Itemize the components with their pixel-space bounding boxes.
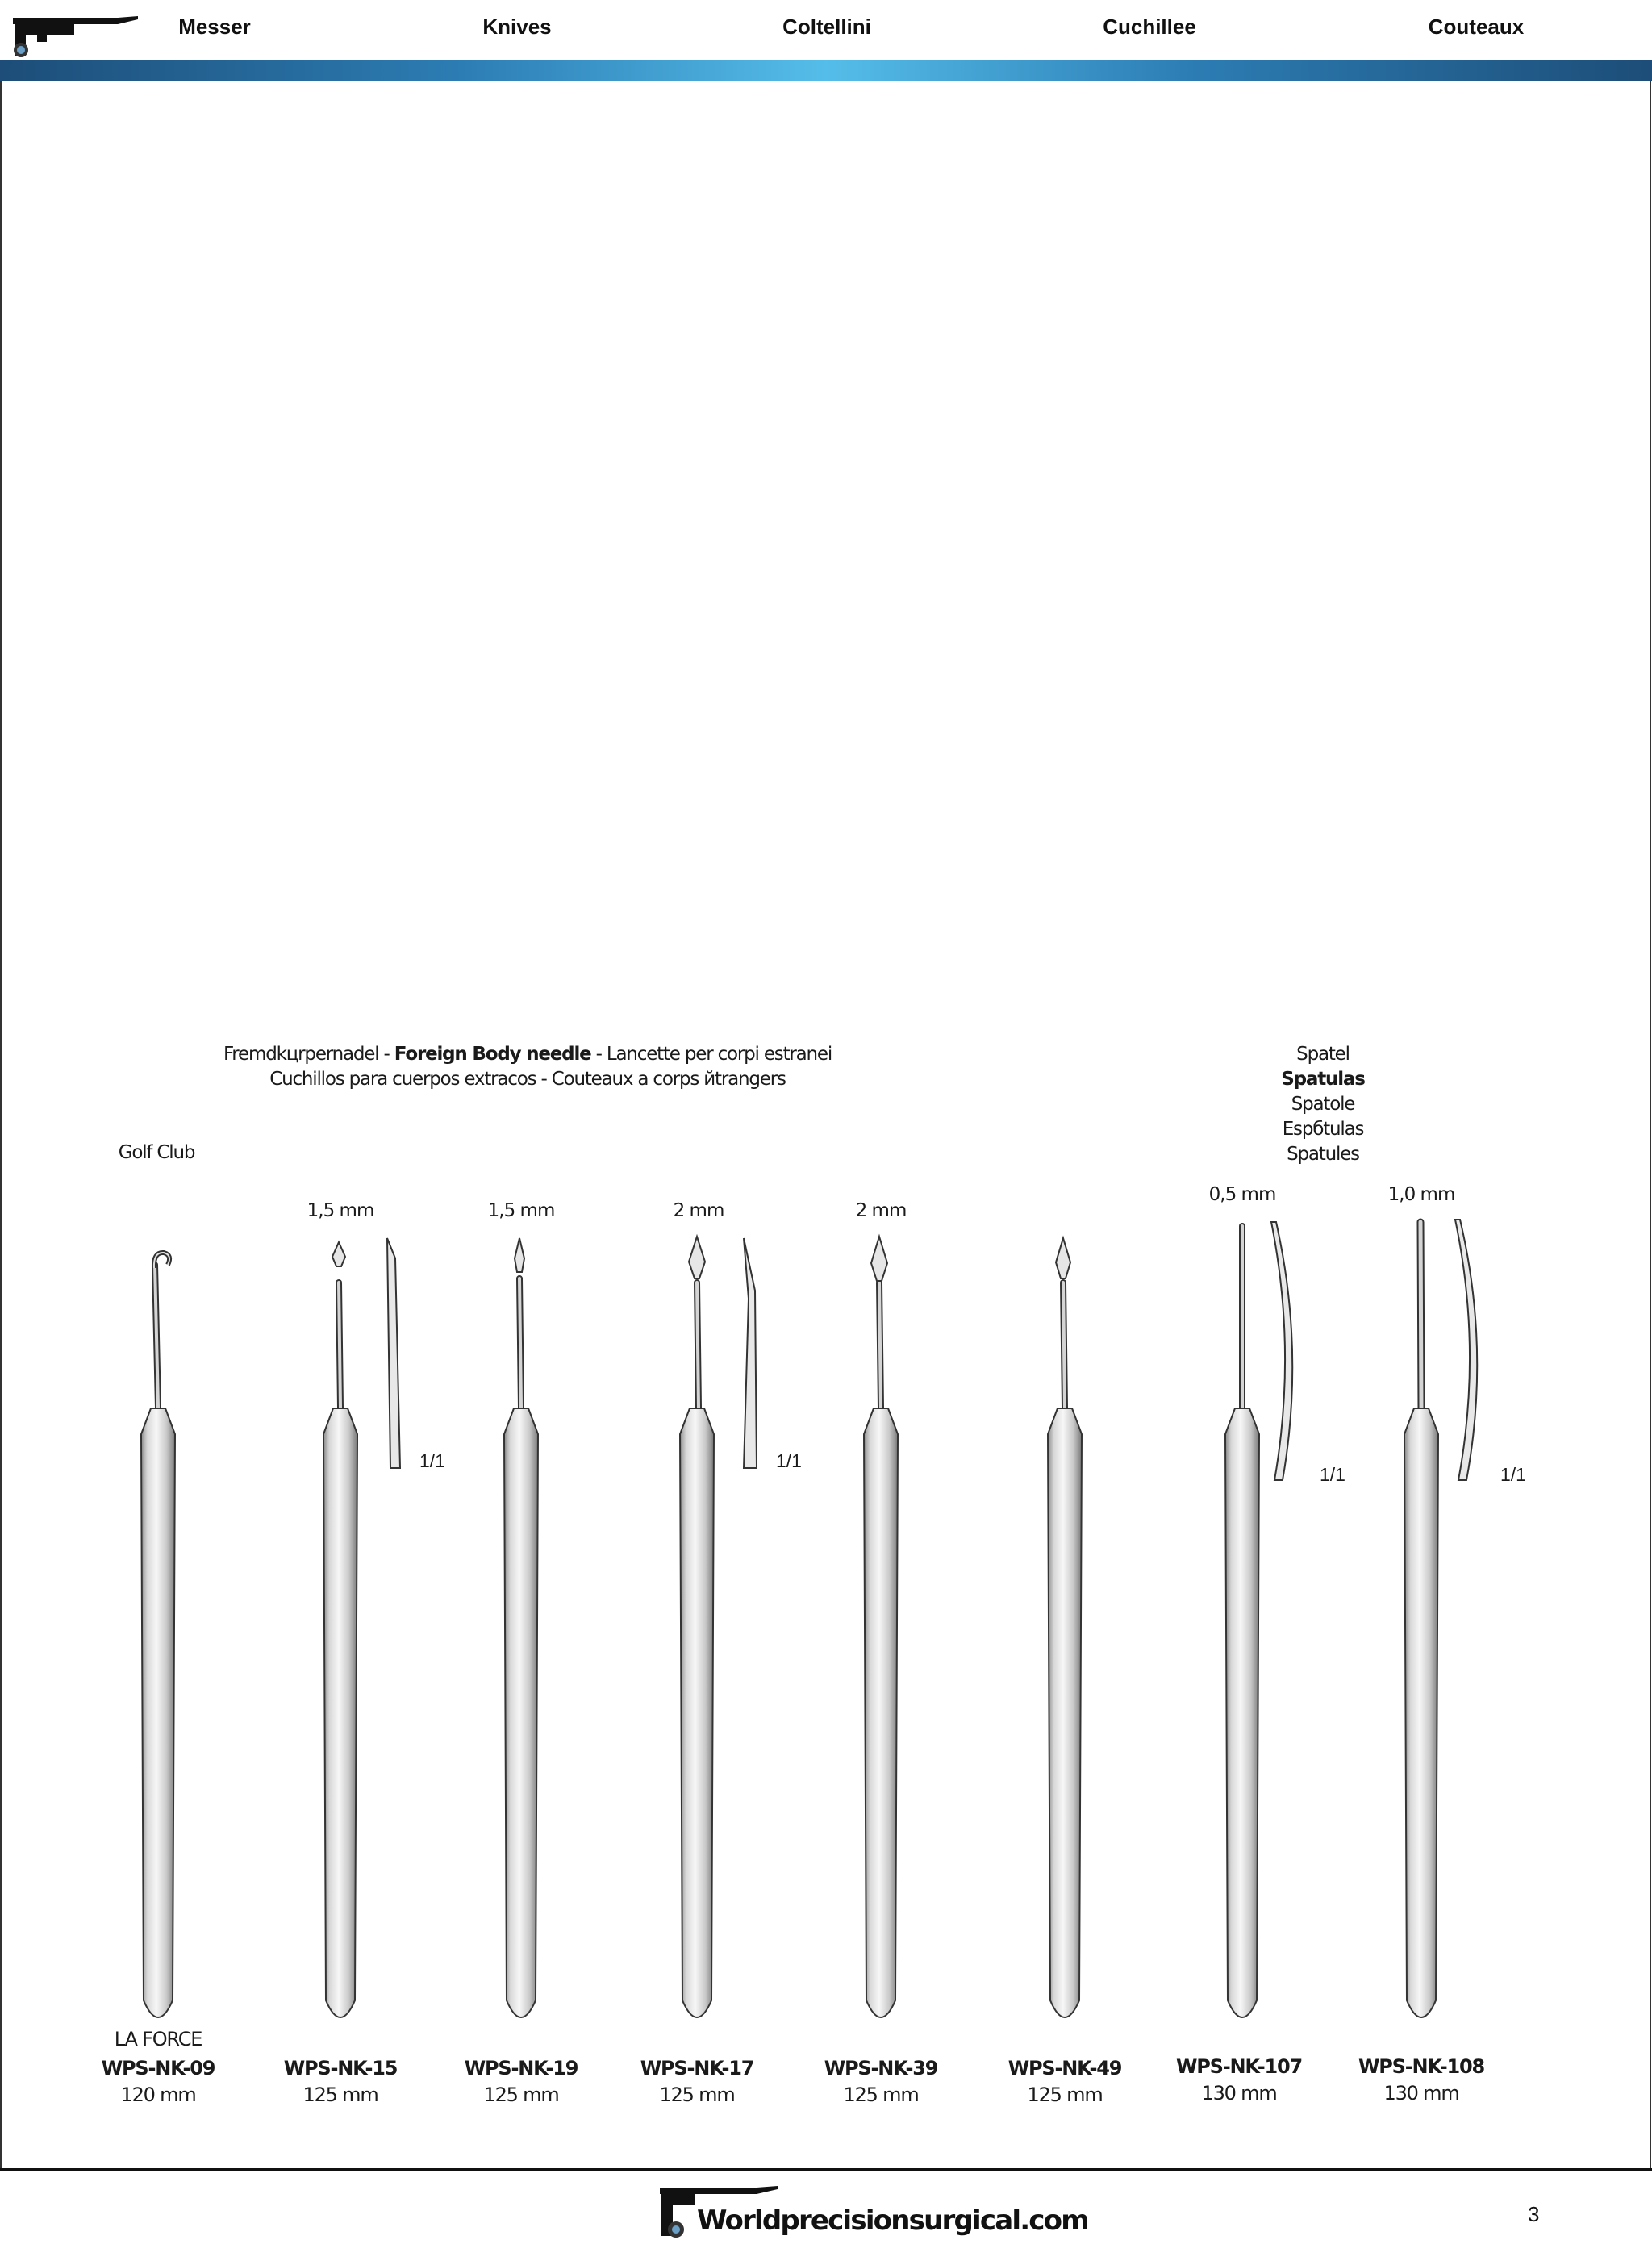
product-length: 120 mm (120, 2083, 196, 2106)
instrument-shaft (1063, 1283, 1065, 1408)
header-label-fr: Couteaux (1428, 15, 1525, 39)
instrument-handle (864, 1408, 898, 2017)
foreign-body-caption-post: - Lancette per corpi estranei (590, 1044, 832, 1065)
instrument-handle (1048, 1408, 1082, 2017)
product-label-nk-107 (1150, 2054, 1328, 2107)
golf-club-caption: Golf Club (118, 1142, 195, 1163)
dimension-label: 1,5 mm (487, 1200, 555, 1221)
product-code: WPS-NK-17 (640, 2057, 754, 2079)
product-code: WPS-NK-39 (824, 2057, 938, 2079)
foreign-body-caption-line2: Cuchillos para cuerpos extracos - Couteaux a corps йtrangers (269, 1069, 786, 1090)
product-code: WPS-NK-49 (1007, 2057, 1122, 2079)
instrument-tip (871, 1237, 887, 1281)
product-code: WPS-NK-09 (101, 2057, 215, 2079)
product-length: 125 mm (843, 2083, 919, 2106)
instrument-group (141, 1220, 1477, 2017)
product-code: WPS-NK-108 (1358, 2055, 1484, 2078)
product-label-nk-108 (1333, 2054, 1510, 2107)
instrument-handle (1404, 1408, 1438, 2017)
dimension-label: 2 mm (673, 1200, 724, 1221)
foreign-body-caption-bold: Foreign Body needle (394, 1044, 591, 1065)
instrument-tip (332, 1242, 345, 1266)
product-label-nk-09 (69, 2028, 247, 2108)
header-label-es: Cuchillee (1103, 15, 1196, 39)
dimension-label: 1,0 mm (1387, 1184, 1455, 1205)
product-length: 125 mm (659, 2083, 735, 2106)
page-number: 3 (1528, 2202, 1540, 2226)
instrument-handle (1225, 1408, 1259, 2017)
header-label-it: Coltellini (782, 15, 871, 39)
product-length: 125 mm (302, 2083, 378, 2106)
instrument-tip (689, 1237, 705, 1278)
dimension-label: 2 mm (855, 1200, 907, 1221)
instrument-side-view (387, 1238, 400, 1468)
instrument-side-view (1455, 1220, 1477, 1480)
spatulas-caption-en: Spatulas (1281, 1069, 1365, 1090)
instrument-handle (141, 1408, 175, 2017)
instrument-tip (1056, 1238, 1070, 1278)
header-label-de: Messer (178, 15, 251, 39)
product-length: 130 mm (1383, 2082, 1459, 2104)
dimension-label: 1,5 mm (307, 1200, 374, 1221)
footer-rule (0, 2168, 1652, 2171)
instrument-side-view (1271, 1222, 1292, 1480)
instrument-shaft (339, 1283, 340, 1408)
dimension-label: 0,5 mm (1208, 1184, 1276, 1205)
product-label-nk-15 (252, 2055, 429, 2108)
product-prefix: LA FORCE (114, 2028, 202, 2050)
instrument-handle (680, 1408, 714, 2017)
product-length: 125 mm (483, 2083, 559, 2106)
instrument-shaft (519, 1278, 521, 1408)
footer-website-url[interactable]: Worldprecisionsurgical.com (697, 2204, 1088, 2237)
product-label-nk-39 (792, 2055, 970, 2108)
instrument-shaft (697, 1283, 699, 1408)
instrument-shaft (1420, 1222, 1421, 1408)
scale-label: 1/1 (776, 1450, 802, 1471)
instrument-side-view (744, 1238, 757, 1468)
product-code: WPS-NK-19 (464, 2057, 578, 2079)
product-label-nk-49 (976, 2055, 1153, 2108)
product-label-nk-17 (608, 2055, 786, 2108)
product-code: WPS-NK-15 (283, 2057, 398, 2079)
header-label-en: Knives (482, 15, 552, 39)
spatulas-caption-fr: Spatules (1287, 1144, 1359, 1165)
scale-label: 1/1 (419, 1450, 445, 1471)
product-length: 130 mm (1201, 2082, 1277, 2104)
spatulas-caption-it: Spatole (1291, 1094, 1355, 1115)
instrument-handle (504, 1408, 538, 2017)
product-label-nk-19 (432, 2055, 610, 2108)
instrument-handle (323, 1408, 357, 2017)
instrument-shaft (879, 1283, 881, 1408)
scale-label: 1/1 (1320, 1464, 1345, 1485)
spatulas-caption-es: Espбtulas (1282, 1119, 1364, 1140)
scale-label: 1/1 (1500, 1464, 1526, 1485)
instrument-tip (515, 1238, 524, 1272)
spatulas-caption-de: Spatel (1296, 1044, 1350, 1065)
product-length: 125 mm (1027, 2083, 1103, 2106)
foreign-body-caption-pre: Fremdkцrpernadel - (223, 1044, 394, 1065)
product-code: WPS-NK-107 (1176, 2055, 1302, 2078)
